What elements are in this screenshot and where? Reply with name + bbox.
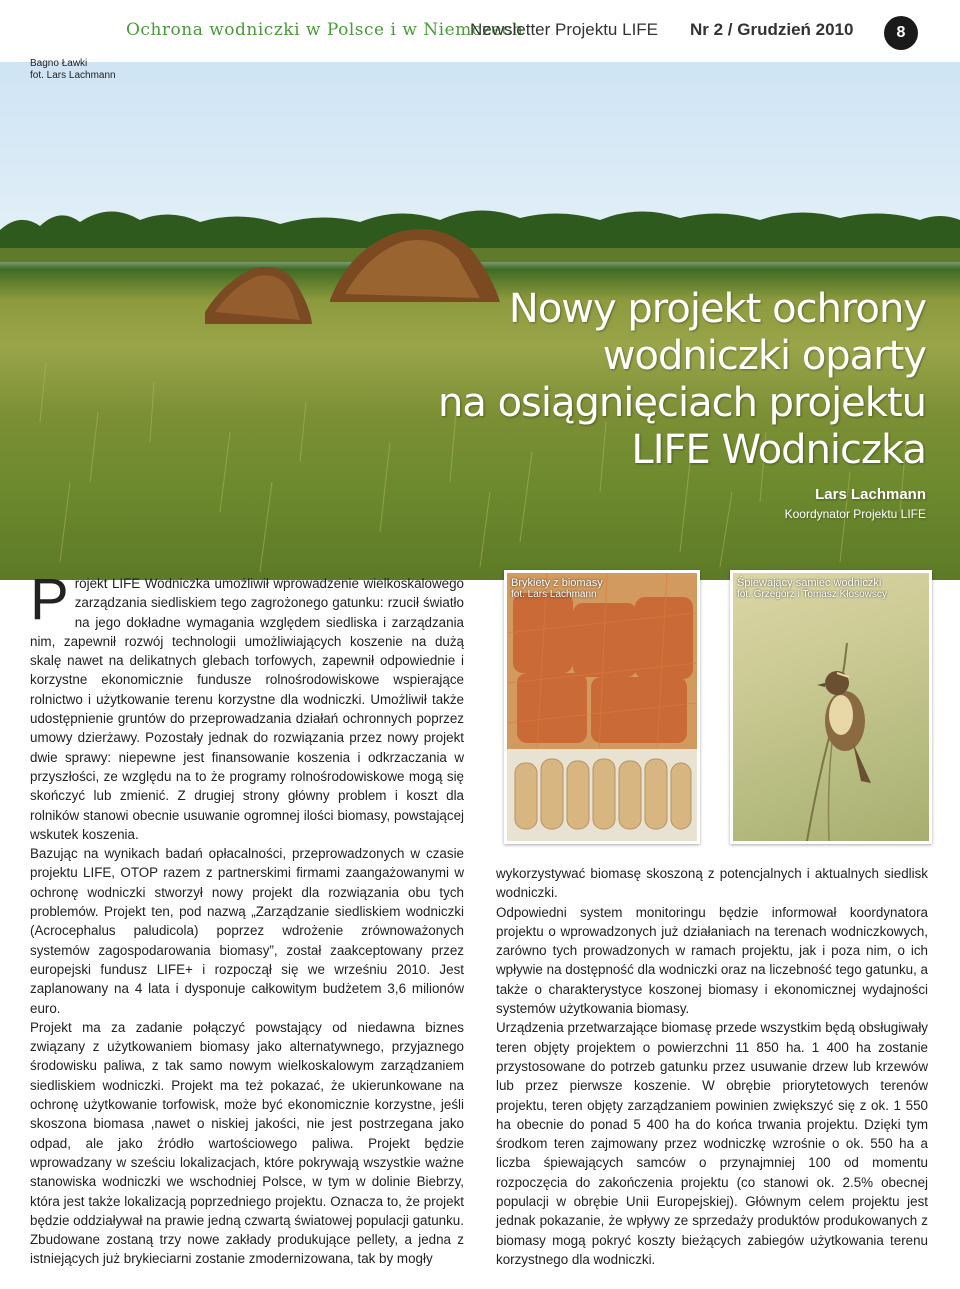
author-role: Koordynator Projektu LIFE [784,507,926,521]
paragraph: Zbudowane zostaną trzy nowe zakłady produkujące pellety, a jedna z istniejących już brykieciarni zostanie zmodernizowana, tak by mogły [30,1232,464,1267]
figure-caption [737,577,887,601]
article-column-left [30,567,464,1269]
title-line: Nowy projekt ochrony [508,286,926,332]
article-column-right [496,864,928,1269]
newsletter-name: Newsletter Projektu LIFE [470,20,659,39]
warbler-illustration [733,573,929,841]
paragraph: Bazując na wynikach badań opłacalności, przeprowadzonych w czasie projektu LIFE, OTOP razem z partnerskimi firmami zaangażowanymi w ochronę wodniczki stworzył nowy projekt dla rozwiązania obu tych problemów. Projekt ten, pod nazwą „Zarządzanie siedliskiem wodniczki (Acrocephalus paludicola) poprzez wdrożenie zrównoważonych systemów zagospodarowania biomasy”, został zaakceptowany przez europejski fundusz LIFE+ i rozpoczął się we wrześniu 2010. Jest zaplanowany na 4 lata i dysponuje całkowitym budżetem 3,6 milionów euro. [30,846,464,1016]
paragraph: Projekt LIFE Wodniczka umożliwił wprowadzenie wielkoskalowego zarządzania siedliskiem tego zagrożonego gatunku: rzucił światło na jego dokładne wymagania względem siedliska i zarządzania nim, zapewnił rozwój technologii umożliwiających koszenie na dużą skalę nawet na delikatnych glebach torfowych, zapewnił odpowiednie i korzystne ekonomicznie fundusze rolnośrodowiskowe wspierające rolnictwo i użytkowanie terenu korzystne dla wodniczki. Umożliwił także udostępnienie gruntów do przeprowadzania działań ochronnych poprzez umowy dzierżawy. Pozostały jednak do rozwiązania przez nowy projekt dwie sprawy: niepewne jest finansowanie koszenia i odkrzaczania w przyszłości, ze względu na to że programy rolnośrodowiskowe mogą się skończyć lub zmienić. Z drugiej strony główny problem i koszt dla rolników stanowi obecnie usuwanie ogromnej ilości biomasy, powstającej wskutek koszenia. [30,567,464,842]
hero-caption-credit: fot. Lars Lachmann [30,70,116,81]
figure-credit: fot. Lars Lachmann [511,589,597,600]
paragraph: Odpowiedni system monitoringu będzie informował koordynatora projektu o wprowadzonych już działaniach na terenach wodniczkowych, zarówno tych prowadzonych w ramach projektu, jak i poza nim, o ich wpływie na dostępność dla wodniczki oraz na liczebność tego gatunku, a także o charakterystyce koszonej biomasy i ekonomicznej wydajności systemów użytkowania biomasy. [496,904,928,1017]
paragraph: wykorzystywać biomasę skoszoną z potencjalnych i aktualnych siedlisk wodniczki. [496,866,928,901]
paragraph: Urządzenia przetwarzające biomasę przede wszystkim będą obsługiwały teren objęty projektem o powierzchni 11 850 ha. 1 400 ha zostanie przystosowane do potrzeb gatunku przez usuwanie drzew lub krzewów lub przez pierwsze koszenie. W obrębie priorytetowych terenów projektu, teren objęty zarządzaniem powinien zwiększyć się z ok. 1 550 ha obecnie do ponad 5 400 ha do końca trwania projektu. Dzięki tym środkom teren zajmowany przez wodniczkę wzrośnie o ok. 550 ha a liczba śpiewających samców o przynajmniej 100 od momentu rozpoczęcia do zakończenia projektu (co stanowi ok. 2.5% obecnej populacji w obrębie Unii Europejskiej). Głównym celem projektu jest jednak pokazanie, że wpływy ze sprzedaży produktów produkowanych z biomasy mogą pokryć koszty bieżących zabiegów użytkowania terenu korzystnego dla wodniczki. [496,1020,928,1267]
figure-title: Śpiewający samiec wodniczki [737,577,882,589]
page-header [0,0,960,62]
figure-caption [511,577,603,601]
drop-cap: P [30,567,69,632]
paragraph: Projekt ma za zadanie połączyć powstający od niedawna biznes związany z użytkowaniem biomasy jako alternatywnego, przyjaznego środowisku paliwa, z tak samo nowym wielkoskalowym zarządzaniem siedliskiem wodniczki. Projekt ma też pokazać, że ukierunkowane na ochronę użytkowanie torfowisk, może być ekonomicznie korzystne, jeśli skoszona biomasa ,nawet o niskiej jakości, nie jest postrzegana jako odpad, ale jako źródło wartościowego paliwa. Projekt będzie wprowadzany w sześciu lokalizacjach, które pokrywają wszystkie ważne stanowiska wodniczki we wschodniej Polsce, w tym w dolinie Biebrzy, która jest także lokalizacją poprzedniego projektu. Oznacza to, że projekt będzie oddziaływał na prawie jedną czwartą światowej populacji gatunku. [30,1019,464,1228]
figure-title: Brykiety z biomasy [511,577,603,589]
title-line: na osiągnięciach projektu [437,380,926,426]
biomass-briquettes-photo [504,570,700,844]
series-title: Ochrona wodniczki w Polsce i w Niemczech [126,20,524,40]
hero-photo-caption [30,58,116,82]
title-line: wodniczki oparty [602,333,926,379]
issue-label: Nr 2 / Grudzień 2010 [690,20,854,39]
author-name: Lars Lachmann [815,486,926,503]
aquatic-warbler-photo [730,570,932,844]
article-title [438,286,926,474]
figure-credit: fot. Grzegorz i Tomasz Kłosowscy [737,589,887,600]
title-line: LIFE Wodniczka [631,427,926,473]
hero-caption-title: Bagno Ławki [30,58,88,69]
page-number-badge: 8 [884,16,918,50]
briquettes-illustration [507,573,697,841]
author-block [785,486,926,521]
hero-photo [0,62,960,580]
